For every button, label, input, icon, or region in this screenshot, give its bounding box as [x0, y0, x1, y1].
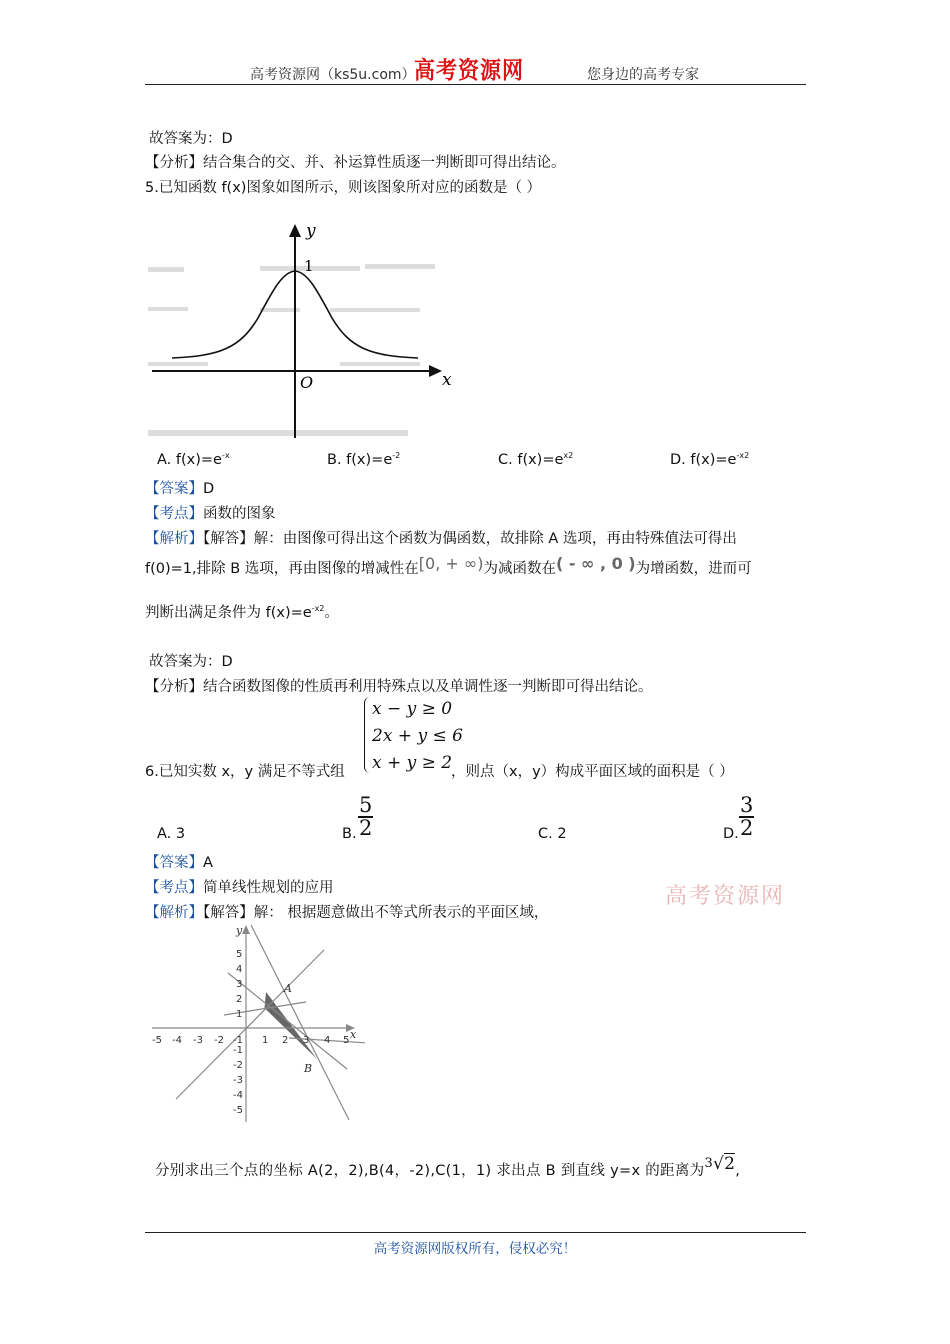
svg-text:-3: -3 [193, 1035, 203, 1046]
y-axis-label: y [236, 924, 243, 937]
q6-option-d-fraction: $\frac{3}{2}$ [740, 793, 754, 840]
footer-copyright: 高考资源网版权所有，侵权必究！ [373, 1241, 577, 1257]
line-2x-plus-y-6 [251, 925, 349, 1120]
y-axis-arrow [289, 224, 301, 237]
graph-scan-noise [148, 264, 435, 436]
point-a-label: A [284, 982, 292, 995]
svg-text:-1: -1 [233, 1045, 243, 1056]
q5-function-graph [140, 212, 470, 448]
radical-coefficient: 3 [704, 1156, 714, 1171]
q5-solution-line2: f(0)=1,排除 B 选项，再由图像的增减性在[0, + ∞)为减函数在( - ∞ , 0 )为增函数，进而可 [145, 554, 752, 577]
origin-label: O [300, 373, 314, 392]
q6-option-c: C. 2 [538, 826, 567, 842]
svg-text:-2: -2 [214, 1035, 224, 1046]
svg-text:4: 4 [324, 1035, 331, 1046]
line-y-equals-x [176, 950, 324, 1099]
y-axis-arrow [242, 925, 250, 934]
q5-option-a: A. $f(x)=e^{-x}$ [157, 451, 230, 468]
svg-text:-3: -3 [233, 1075, 243, 1086]
peak-label: 1 [304, 257, 314, 275]
q6-stem-a: 6.已知实数 x，y 满足不等式组 [145, 764, 345, 780]
svg-text:3: 3 [236, 979, 243, 990]
svg-text:5: 5 [343, 1035, 350, 1046]
svg-text:2: 2 [282, 1035, 289, 1046]
header-logo: 高考资源网 [414, 55, 524, 84]
q4-answer-line: 故答案为：D [149, 131, 233, 147]
y-axis-label: y [306, 221, 316, 241]
q5-answer: 【答案】D [145, 481, 215, 497]
svg-text:-2: -2 [233, 1060, 243, 1071]
header-site-name: 高考资源网（ks5u.com） [250, 67, 416, 83]
q5-stem: 5.已知函数 f(x)图象如图所示，则该图象所对应的函数是（ ） [145, 180, 542, 196]
inequality-1: x − y ≥ 0 [372, 699, 453, 719]
svg-text:1: 1 [236, 1009, 243, 1020]
svg-text:-4: -4 [233, 1090, 243, 1101]
q6-solution: 【解析】【解答】解： 根据题意做出不等式所表示的平面区域， [145, 905, 549, 921]
q5-option-c: C. $f(x)=e^{x2}$ [498, 451, 574, 468]
svg-text:-5: -5 [152, 1035, 162, 1046]
q5-solution-line1: 【解析】【解答】解：由图像可得出这个函数为偶函数，故排除 A 选项，再由特殊值法可得出 [145, 531, 737, 547]
svg-text:-5: -5 [233, 1105, 243, 1116]
inequality-2: 2x + y ≤ 6 [372, 726, 463, 746]
q5-final-answer: 故答案为：D [149, 654, 233, 670]
header-slogan: 您身边的高考专家 [587, 67, 699, 83]
q6-feasible-region-graph [150, 922, 365, 1127]
q6-option-d-prefix: D. [723, 826, 739, 842]
analysis-tag: 【分析】 [145, 155, 203, 171]
q5-point: 【考点】函数的图象 [145, 506, 276, 522]
q6-option-b-prefix: B. [342, 826, 357, 842]
q5-analysis: 【分析】结合函数图像的性质再利用特殊点以及单调性逐一判断即可得出结论。 [145, 679, 653, 695]
x-axis-label: x [442, 370, 452, 390]
q5-solution-line3: 判断出满足条件为 $f(x)=e^{-x2}$。 [145, 604, 339, 621]
x-axis-label: x [350, 1028, 357, 1041]
q6-answer: 【答案】A [145, 855, 213, 871]
q6-option-a: A. 3 [157, 826, 186, 842]
watermark: 高考资源网 [665, 884, 786, 909]
inequality-3: x + y ≥ 2 [372, 753, 453, 773]
svg-text:4: 4 [236, 964, 243, 975]
q6-option-b-fraction: $\frac{5}{2}$ [359, 793, 373, 840]
interval-decreasing: ( - ∞ , 0 ) [555, 554, 636, 573]
svg-text:-1: -1 [233, 1035, 243, 1046]
interval-increasing: [0, + ∞) [418, 554, 484, 573]
radicand: 2 [724, 1154, 736, 1174]
svg-text:-4: -4 [172, 1035, 182, 1046]
footer-rule [145, 1232, 806, 1233]
point-b-label: B [304, 1062, 313, 1075]
analysis-text: 结合集合的交、并、补运算性质逐一判断即可得出结论。 [203, 155, 566, 171]
svg-text:3: 3 [303, 1035, 310, 1046]
x-axis-arrow [429, 365, 442, 377]
inequality-system [362, 696, 463, 777]
svg-text:1: 1 [262, 1035, 269, 1046]
q6-stem-b: ，则点（x，y）构成平面区域的面积是（ ） [451, 764, 734, 780]
svg-text:5: 5 [236, 949, 243, 960]
svg-text:2: 2 [236, 994, 243, 1005]
q6-conclusion: 分别求出三个点的坐标 A(2，2),B(4，-2),C(1，1) 求出点 B 到直线 y=x 的距离为3√2, [155, 1154, 741, 1179]
radical-sign: √ [713, 1154, 725, 1174]
header-rule [145, 84, 806, 85]
q5-option-b: B. $f(x)=e^{-2}$ [327, 451, 401, 468]
q6-point: 【考点】简单线性规划的应用 [145, 880, 334, 896]
q4-analysis [145, 151, 566, 172]
q5-option-d: D. $f(x)=e^{-x2}$ [670, 451, 750, 468]
